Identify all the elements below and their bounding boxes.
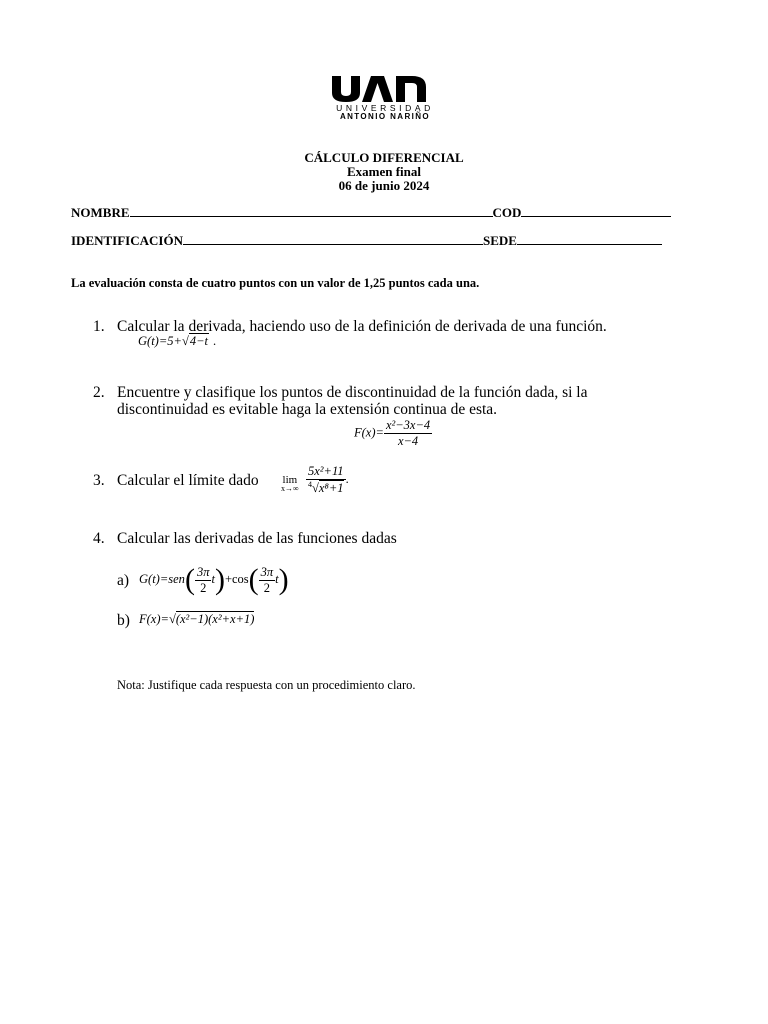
- logo-line-universidad: UNIVERSIDAD: [336, 103, 434, 113]
- sede-label: SEDE: [482, 233, 517, 248]
- fraction-numerator: 5x²+11: [308, 464, 344, 478]
- id-sede-row: [71, 233, 662, 249]
- exam-date: 06 de junio 2024: [338, 178, 430, 193]
- part-b-formula: F(x)=√(x²−1)(x²+x+1): [139, 612, 255, 626]
- question-number: 4.: [93, 530, 105, 547]
- identificacion-input-line[interactable]: [183, 233, 483, 245]
- evaluation-intro: La evaluación consta de cuatro puntos con un valor de 1,25 puntos cada una.: [71, 276, 480, 290]
- nombre-label: NOMBRE: [71, 205, 130, 220]
- question-text: Calcular el límite dado: [117, 472, 259, 489]
- question-2-formula: [354, 418, 432, 449]
- nombre-input-line[interactable]: [130, 205, 493, 217]
- formula-lhs: G(t)=5+: [138, 334, 182, 348]
- sede-input-line[interactable]: [517, 233, 662, 245]
- question-2-line-2: discontinuidad es evitable haga la extensión continua de esta.: [117, 401, 498, 418]
- part-a-formula: G(t)=sen( $\frac{3\pi}{2}$ t)+cos( $\frac{3\pi}{2}$ t): [139, 563, 289, 596]
- part-b-label: b): [117, 612, 130, 629]
- fraction: [306, 464, 346, 496]
- question-3-formula: $\frac{\text{5x²+11}}{^4√x^8+1}$ .: [308, 464, 349, 496]
- note: Nota: Justifique cada respuesta con un procedimiento claro.: [117, 678, 416, 692]
- formula-radicand: 4−t: [189, 334, 208, 348]
- question-1-formula: G(t)=5+√4−t .: [138, 334, 217, 348]
- limit-operator: lim x→∞: [281, 474, 299, 493]
- question-text-line-1: Encuentre y clasifique los puntos de discontinuidad de la función dada, si la: [117, 384, 588, 401]
- logo-line-antonio-narino: ANTONIO NARIÑO: [339, 112, 431, 121]
- fraction-denominator: x−4: [384, 433, 432, 449]
- uan-logo-icon: [330, 75, 440, 103]
- exam-title: Examen final: [346, 164, 422, 179]
- question-text: Calcular las derivadas de las funciones dadas: [117, 530, 397, 547]
- formula-lhs: F(x)=: [354, 425, 384, 440]
- fraction-numerator: x²−3x−4: [385, 418, 431, 432]
- cod-input-line[interactable]: [521, 205, 671, 217]
- question-text: Calcular la derivada, haciendo uso de la definición de derivada de una función.: [117, 318, 607, 335]
- name-cod-row: [71, 205, 671, 221]
- part-a-label: a): [117, 572, 130, 589]
- question-number: 2.: [93, 384, 105, 401]
- university-logo: [330, 75, 440, 123]
- fraction: [384, 418, 432, 449]
- course-title: CÁLCULO DIFERENCIAL: [304, 150, 464, 165]
- fraction-denominator: $^4$√x⁸+1: [306, 479, 346, 496]
- question-number: 1.: [93, 318, 105, 335]
- question-number: 3.: [93, 472, 105, 489]
- cod-label: COD: [492, 205, 522, 220]
- identificacion-label: IDENTIFICACIÓN: [71, 233, 183, 248]
